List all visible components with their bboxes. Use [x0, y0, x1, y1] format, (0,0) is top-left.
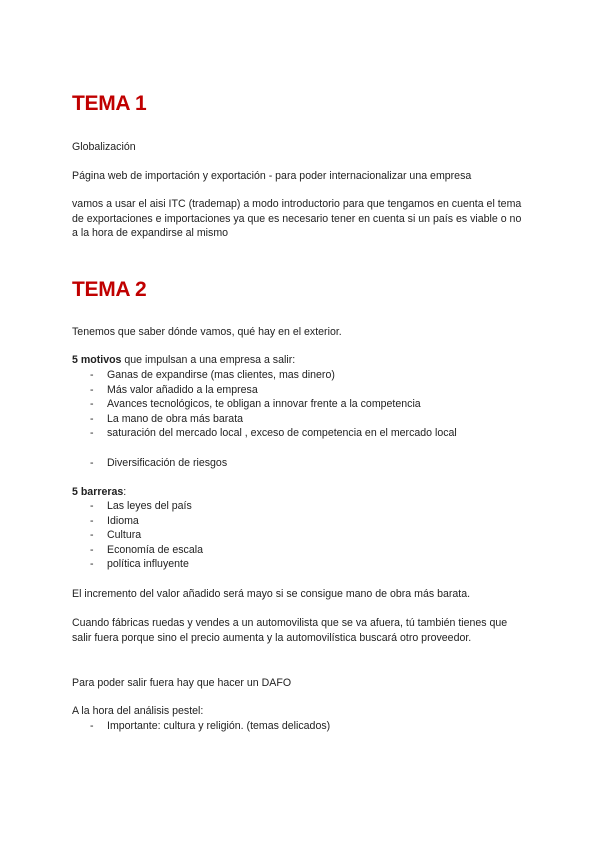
list-item: - Importante: cultura y religión. (temas delicados)	[72, 719, 512, 734]
heading-tema-1: TEMA 1	[72, 92, 147, 115]
paragraph-pagina-web: Página web de importación y exportación - para poder internacionalizar una empresa	[72, 170, 472, 182]
list-item: - La mano de obra más barata	[72, 412, 512, 427]
list-item: - Diversificación de riesgos	[72, 456, 512, 471]
paragraph-pestel: A la hora del análisis pestel:	[72, 705, 204, 717]
paragraph-itc: vamos a usar el aisi ITC (trademap) a modo introductorio para que tengamos en cuenta el tema de exportaciones e importaciones ya que es necesario tener en cuenta si un país es viable o no a la hora de expandirse al mismo	[72, 198, 522, 240]
list-item: - Las leyes del país	[72, 499, 512, 514]
list-motivo-extra	[72, 456, 512, 471]
paragraph-globalizacion: Globalización	[72, 141, 136, 153]
barreras-rest: :	[123, 486, 127, 498]
motivos-bold: 5 motivos	[72, 354, 122, 366]
list-barreras	[72, 499, 512, 572]
motivos-rest: que impulsan a una empresa a salir:	[121, 354, 296, 366]
list-pestel	[72, 719, 512, 734]
barreras-bold: 5 barreras	[72, 486, 124, 498]
list-motivos	[72, 368, 512, 441]
list-item: - Cultura	[72, 528, 512, 543]
list-item: - Más valor añadido a la empresa	[72, 383, 512, 398]
list-item: - Economía de escala	[72, 543, 512, 558]
paragraph-motivos-heading	[72, 353, 532, 368]
paragraph-intro: Tenemos que saber dónde vamos, qué hay en el exterior.	[72, 326, 342, 338]
paragraph-dafo: Para poder salir fuera hay que hacer un DAFO	[72, 677, 292, 689]
list-item: - Ganas de expandirse (mas clientes, mas dinero)	[72, 368, 512, 383]
list-item: - saturación del mercado local , exceso de competencia en el mercado local	[72, 426, 512, 441]
list-item: - Idioma	[72, 514, 512, 529]
paragraph-incremento: El incremento del valor añadido será mayo si se consigue mano de obra más barata.	[72, 588, 471, 600]
list-item: - política influyente	[72, 557, 512, 572]
paragraph-fabricas: Cuando fábricas ruedas y vendes a un automovilista que se va afuera, tú también tienes que salir fuera porque sino el precio aumenta y la automovilística buscará otro proveedor.	[72, 617, 508, 644]
list-item: - Avances tecnológicos, te obligan a innovar frente a la competencia	[72, 397, 512, 412]
paragraph-barreras-heading	[72, 485, 532, 500]
heading-tema-2: TEMA 2	[72, 278, 147, 301]
